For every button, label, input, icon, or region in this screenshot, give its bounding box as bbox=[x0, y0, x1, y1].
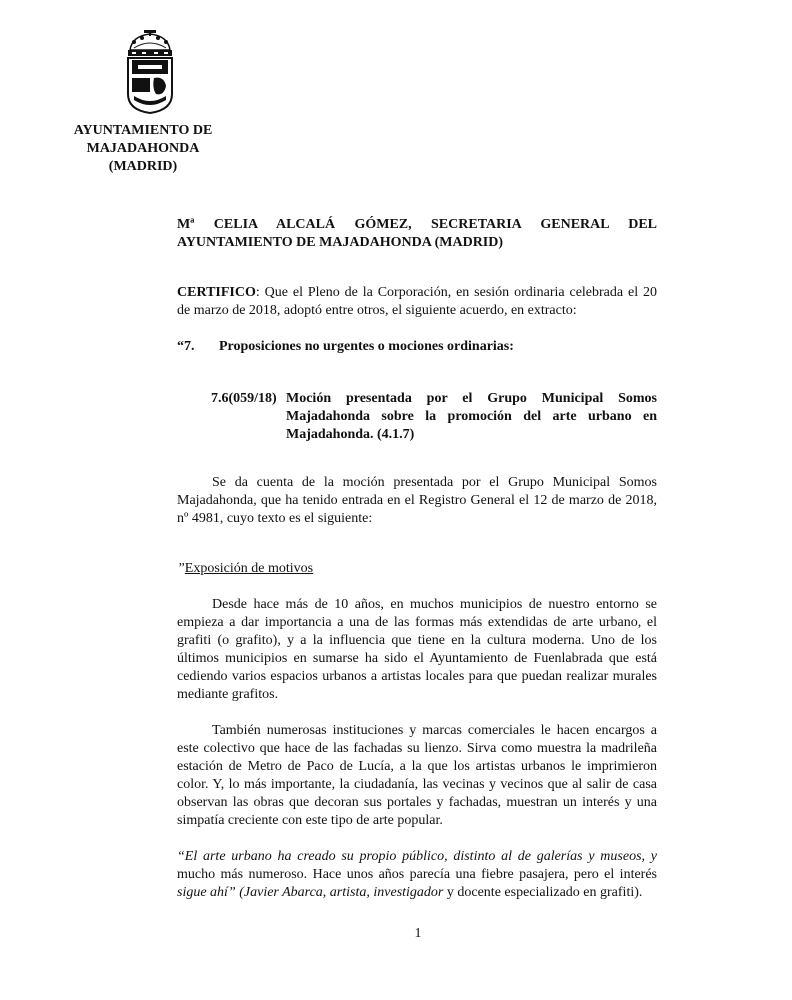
paragraph-moción: Se da cuenta de la moción presentada por el Grupo Municipal Somos Majadahonda, que ha tenido entrada en el Registro General el 12 de marzo de 2018, nº 4981, cuyo texto es el siguiente: bbox=[177, 475, 657, 526]
certifico-text: : Que el Pleno de la Corporación, en sesión ordinaria celebrada el 20 de marzo de 2018, adoptó entre otros, el siguiente acuerdo, en extracto: bbox=[177, 285, 657, 318]
section-title: Proposiciones no urgentes o mociones ordinarias: bbox=[219, 339, 514, 354]
quote-italic-2: sigue ahí” (Javier Abarca, artista, investigador bbox=[177, 885, 444, 900]
org-name-line1: AYUNTAMIENTO DE bbox=[73, 123, 213, 138]
certifico-label: CERTIFICO bbox=[177, 285, 256, 300]
quote-italic-1: “El arte urbano ha creado su propio público, distinto al de galerías y museos, y bbox=[177, 849, 657, 864]
signer-title: Mª CELIA ALCALÁ GÓMEZ, SECRETARIA GENERAL DEL AYUNTAMIENTO DE MAJADAHONDA (MADRID) bbox=[177, 217, 657, 250]
exposicion-title: Exposición de motivos bbox=[184, 561, 314, 576]
organization-header bbox=[58, 122, 228, 176]
page-number: 1 bbox=[414, 926, 422, 941]
paragraph-desde-hace: Desde hace más de 10 años, en muchos municipios de nuestro entorno se empieza a dar importancia a una de las formas más extendidas de arte urbano, el grafiti (o grafito), y a la influencia que tiene en la cultura moderna. Uno de los últimos municipios en sumarse ha sido el Ayuntamiento de Fuenlabrada que está cediendo varios espacios urbanos a artistas locales para que puedan realizar murales mediante grafitos. bbox=[177, 597, 657, 702]
motion-title: Moción presentada por el Grupo Municipal Somos Majadahonda sobre la promoción del arte urbano en Majadahonda. (4.1.7) bbox=[286, 391, 657, 442]
coat-of-arms-icon bbox=[120, 30, 180, 114]
quote-normal-1: mucho más numeroso. Hace unos años parecía una fiebre pasajera, pero el interés bbox=[177, 867, 657, 882]
quote-paragraph bbox=[177, 848, 657, 902]
quote-normal-2: y docente especializado en grafiti). bbox=[443, 885, 643, 900]
exposicion-quote-mark: ” bbox=[177, 561, 185, 576]
exposicion-heading bbox=[177, 560, 657, 578]
section-heading bbox=[177, 338, 657, 356]
org-name-line2: MAJADAHONDA bbox=[86, 141, 200, 156]
paragraph-tambien: También numerosas instituciones y marcas comerciales le hacen encargos a este colectivo que hace de las fachadas su lienzo. Sirva como muestra la madrileña estación de Metro de Paco de Lucía, a la que los artistas urbanos le imprimieron color. Y, lo más importante, la ciudadanía, las vecinas y vecinos que al salir de casa observan las obras que decoran sus portales y fachadas, muestran un interés y una simpatía creciente con este tipo de arte popular. bbox=[177, 723, 657, 828]
certifico-paragraph bbox=[177, 284, 657, 320]
section-number: “7. bbox=[177, 339, 195, 354]
org-name-line3: (MADRID) bbox=[108, 159, 178, 174]
motion-heading bbox=[211, 390, 657, 444]
document-body bbox=[177, 216, 657, 902]
motion-code: 7.6(059/18) bbox=[211, 391, 277, 406]
